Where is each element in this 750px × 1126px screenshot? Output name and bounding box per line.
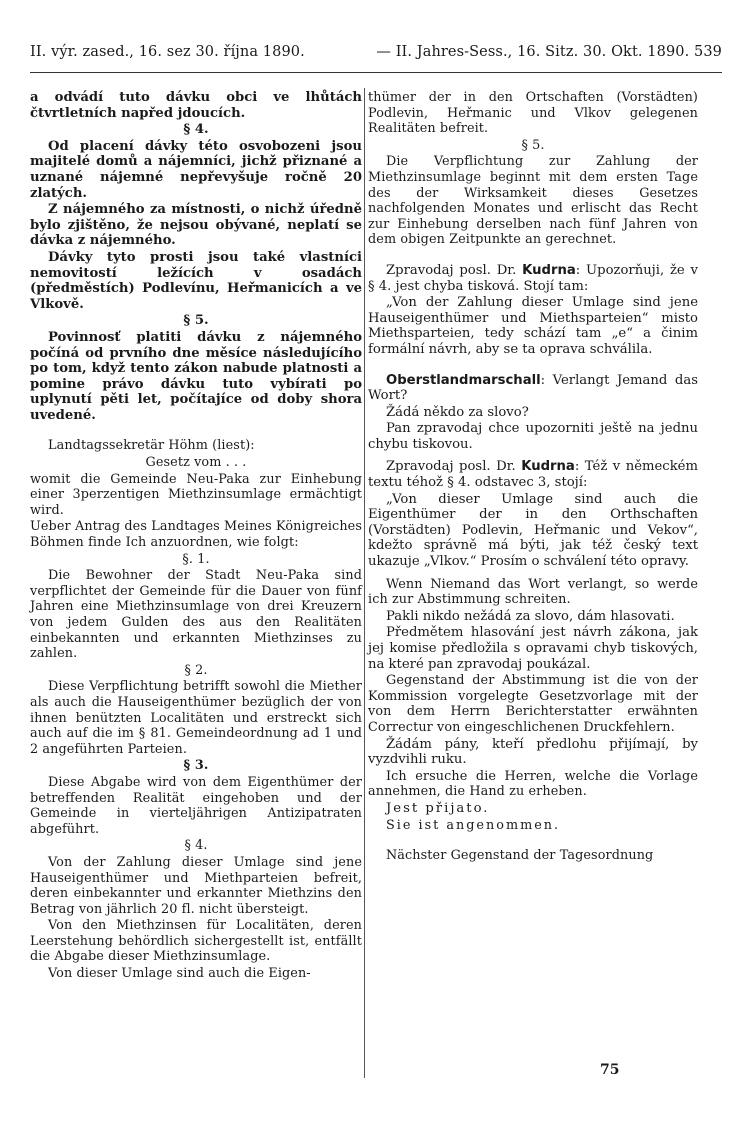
paragraph: thümer der in den Ortschaften (Vorstädten) Podlevin, Heřmanic und Vlkov gelegenen Realitäten befreit. (368, 90, 698, 137)
paragraph: a odvádí tuto dávku obci ve lhůtách čtvrtletních napřed jdoucích. (30, 90, 362, 121)
section-heading: § 3. (183, 758, 209, 774)
paragraph: Pan zpravodaj chce upozorniti ještě na jednu chybu tiskovou. (368, 421, 698, 452)
paragraph: womit die Gemeinde Neu-Paka zur Einhebung einer 3perzentigen Miethzinsumlage ermächtigt wird. (30, 471, 362, 518)
paragraph: Die Verpflichtung zur Zahlung der Miethzinsumlage beginnt mit dem ersten Tage des der Wirksamkeit dieses Gesetzes nachfolgenden Monates und erlischt das Recht zur Einhebung derselben nach fünf Jahren von dem obigen Zeitpunkte an gerechnet. (368, 154, 698, 248)
column-divider (364, 88, 365, 1078)
paragraph: Zpravodaj posl. Dr. Kudrna: Upozorňuji, že v § 4. jest chyba tisková. Stojí tam: (368, 262, 698, 294)
right-column (368, 90, 698, 865)
paragraph: Diese Verpflichtung betrifft sowohl die Miether als auch die Hauseigenthümer bezüglich der von ihnen benützten Localitäten und erstreckt sich auch auf die im § 81. Gemeindeordnung ad 1 und 2 angeführten Parteien. (30, 679, 362, 757)
paragraph: Von den Miethzinsen für Localitäten, deren Leerstehung behördlich sichergestellt ist, entfällt die Abgabe dieser Miethzinsumlage. (30, 918, 362, 965)
section-heading: Gesetz vom . . . (145, 455, 247, 471)
section-heading: § 4. (184, 838, 208, 854)
left-column (30, 90, 362, 983)
paragraph-gap (368, 249, 698, 263)
section-heading: § 5. (183, 313, 209, 329)
section-heading: § 5. (521, 137, 545, 153)
paragraph-gap (30, 424, 362, 438)
paragraph: Die Bewohner der Stadt Neu-Paka sind verpflichtet der Gemeinde für die Dauer von fünf Jahren eine Miethzinsumlage von drei Kreuzern von jedem Gulden des aus den Realitäten einbekannten und erkannten Miethzinses zu zahlen. (30, 568, 362, 662)
paragraph: Diese Abgabe wird von dem Eigenthümer der betreffenden Realität eingehoben und der Gemeinde in vierteljährigen Antizipatraten abgeführt. (30, 774, 362, 837)
paragraph: Von der Zahlung dieser Umlage sind jene Hauseigenthümer und Miethparteien befreit, deren einbekannter und erkannter Miethzins den Betrag von jährlich 20 fl. nicht übersteigt. (30, 854, 362, 917)
paragraph: Pakli nikdo nežádá za slovo, dám hlasovati. (386, 608, 675, 624)
paragraph: Z nájemného za místnosti, o nichž úředně bylo zjištěno, že nejsou obývané, neplatí se dávka z nájemného. (30, 202, 362, 249)
paragraph: Von dieser Umlage sind auch die Eigen- (48, 966, 311, 982)
header-rule (30, 72, 722, 73)
paragraph: Wenn Niemand das Wort verlangt, so werde ich zur Abstimmung schreiten. (368, 576, 698, 608)
paragraph: „Von dieser Umlage sind auch die Eigenthümer der in den Orthschaften (Vorstädten) Podlevin, Heřmanic und Vekov“, kdežto správně má býti, jak též český text ukazuje „Vlkov.“ Prosím o schválení této opravy. (368, 491, 698, 570)
paragraph: Od placení dávky této osvobozeni jsou majitelé domů a nájemníci, jichž přiznané a uznané nájemné nepřevyšuje ročně 20 zlatých. (30, 138, 362, 201)
paragraph: Žádá někdo za slovo? (386, 404, 529, 420)
section-heading: § 2. (184, 662, 208, 678)
paragraph: Nächster Gegenstand der Tagesordnung (386, 848, 654, 864)
paragraph: Zpravodaj posl. Dr. Kudrna: Též v německém textu téhož § 4. odstavec 3, stojí: (368, 459, 698, 491)
paragraph: Předmětem hlasování jest návrh zákona, jak jej komise předložila s opravami chyb tiskových, na které pan zpravodaj poukázal. (368, 625, 698, 672)
paragraph-gap (368, 359, 698, 373)
paragraph: Landtagssekretär Höhm (liest): (48, 438, 255, 454)
header-german: — II. Jahres-Sess., 16. Sitz. 30. Okt. 1890. 539 (376, 44, 722, 60)
paragraph: Ich ersuche die Herren, welche die Vorlage annehmen, die Hand zu erheben. (368, 768, 698, 800)
section-heading: §. 1. (182, 551, 210, 567)
paragraph: Ueber Antrag des Landtages Meines Königreiches Böhmen finde Ich anzuordnen, wie folgt: (30, 519, 362, 551)
paragraph: Jest přijato. (386, 800, 490, 816)
paragraph: Sie ist angenommen. (386, 817, 561, 833)
section-heading: § 4. (183, 122, 209, 138)
signature-number: 75 (600, 1062, 620, 1078)
paragraph: Povinnosť platiti dávku z nájemného počíná od prvního dne měsíce následujícího po tom, když tento zákon nabude platnosti a pomine právo dávku tuto vybírati po uplynutí pěti let, počítajíce od doby shora uvedené. (30, 329, 362, 423)
paragraph: „Von der Zahlung dieser Umlage sind jene Hauseigenthümer und Miethsparteien“ misto Miethsparteien, tedy schází tam „e“ a činim formální návrh, aby se ta oprava schválila. (368, 295, 698, 357)
paragraph: Oberstlandmarschall: Verlangt Jemand das Wort? (368, 372, 698, 404)
paragraph-gap (368, 834, 698, 848)
paragraph: Dávky tyto prosti jsou také vlastníci nemovitostí ležících v osadách (předměstích) Podlevínu, Heřmanicích a ve Vlkově. (30, 249, 362, 312)
paragraph: Gegenstand der Abstimmung ist die von der Kommission vorgelegte Gesetzvorlage mit der von dem Herrn Berichterstatter erwähnten Correctur von eingeschlichenen Druckfehlern. (368, 673, 698, 735)
paragraph: Žádám pány, kteří předlohu přijímají, by vyzdvihli ruku. (368, 736, 698, 768)
header-czech: II. výr. zased., 16. sez 30. října 1890. (30, 44, 305, 60)
